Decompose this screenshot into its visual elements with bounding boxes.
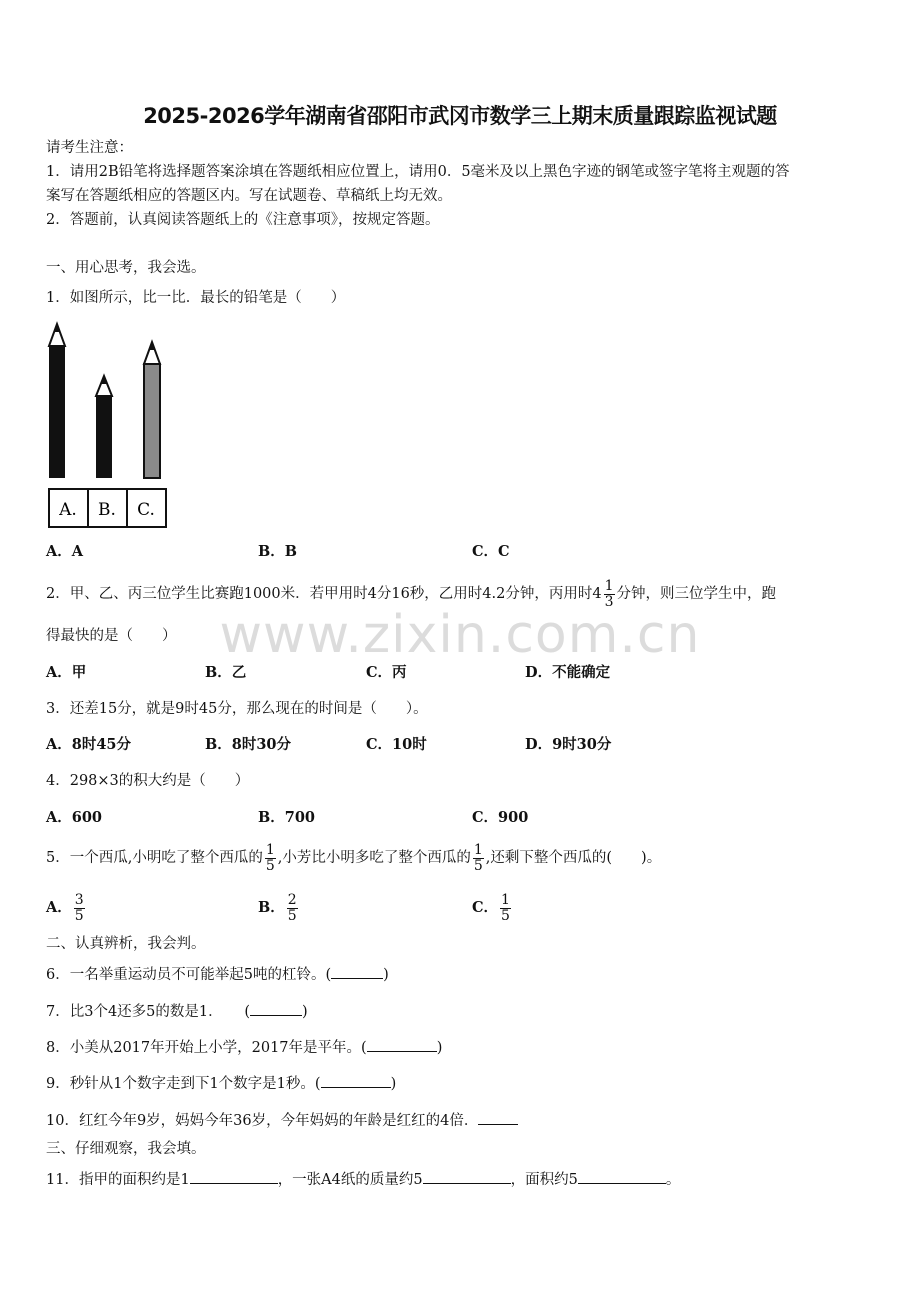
q11-text-1: 11．指甲的面积约是1 [46, 1172, 190, 1188]
q9-answer-blank[interactable] [321, 1073, 391, 1088]
q5-option-a-num: 3 [74, 891, 84, 908]
question-11 [46, 1169, 680, 1190]
question-5 [46, 838, 661, 878]
q4-option-b[interactable]: B．700 [258, 809, 316, 826]
question-1: 1．如图所示，比一比．最长的铅笔是（ ） [46, 290, 346, 306]
q10-answer-blank[interactable] [478, 1110, 518, 1125]
q5-option-a-fraction [74, 893, 85, 924]
q3-option-c[interactable]: C．10时 [366, 736, 427, 753]
pencil-c [144, 342, 160, 478]
q7-answer-blank[interactable] [250, 1001, 302, 1016]
q5-option-a[interactable] [46, 888, 87, 928]
q7-end: ) [302, 1004, 308, 1020]
q5-fraction-2-num: 1 [473, 841, 483, 858]
pencil-label-c: C. [137, 500, 155, 520]
q9-end: ) [390, 1076, 397, 1092]
q3-option-b[interactable]: B．8时30分 [205, 736, 292, 753]
q4-option-c[interactable]: C．900 [472, 809, 529, 826]
q5-option-a-label: A． [46, 899, 72, 916]
notice-line-1: 1．请用2B铅笔将选择题答案涂填在答题纸相应位置上，请用0．5毫米及以上黑色字迹的钢笔或签字笔将主观题的答 [46, 164, 790, 180]
q5-option-c-fraction [500, 893, 511, 924]
pencil-a [49, 324, 65, 478]
q5-option-a-den: 5 [74, 907, 84, 924]
q6-text: 6．一名举重运动员不可能举起5吨的杠铃。( [46, 967, 332, 983]
pencil-b [96, 376, 112, 478]
q5-text-1: 5．一个西瓜,小明吃了整个西瓜的 [46, 850, 263, 866]
section-3-heading: 三、仔细观察，我会填。 [46, 1141, 206, 1157]
q5-option-b[interactable] [258, 888, 300, 928]
q5-option-b-fraction [287, 893, 298, 924]
q5-fraction-2 [473, 843, 484, 874]
notice-heading: 请考生注意： [46, 140, 133, 156]
q6-end: ) [383, 967, 389, 983]
q1-option-c[interactable]: C．C [472, 543, 510, 560]
q5-option-c-num: 1 [501, 891, 510, 908]
watermark: www.zixin.com.cn [219, 605, 701, 665]
q2-fraction [604, 579, 615, 610]
q8-end: ) [436, 1040, 443, 1056]
question-3: 3．还差15分，就是9时45分，那么现在的时间是（ ）。 [46, 701, 428, 717]
q2-option-b[interactable]: B．乙 [205, 664, 247, 681]
q2-mixed-whole: 4 [592, 586, 602, 602]
q5-fraction-1-den: 5 [265, 857, 275, 874]
question-8 [46, 1037, 442, 1058]
q11-text-2: ，一张A4纸的质量约5 [277, 1172, 423, 1188]
q5-fraction-1 [265, 843, 276, 874]
q1-option-b[interactable]: B．B [258, 543, 298, 560]
question-7 [46, 1001, 308, 1022]
q11-text-3: ，面积约5 [510, 1172, 578, 1188]
notice-line-1b: 案写在答题纸相应的答题区内。写在试题卷、草稿纸上均无效。 [46, 188, 452, 204]
q11-text-4: 。 [665, 1172, 681, 1188]
q5-option-b-den: 5 [287, 907, 297, 924]
q2-option-c[interactable]: C．丙 [366, 664, 407, 681]
q10-text: 10．红红今年9岁，妈妈今年36岁，今年妈妈的年龄是红红的4倍． [46, 1113, 479, 1129]
q4-option-a[interactable]: A．600 [46, 809, 103, 826]
q5-fraction-2-den: 5 [473, 857, 483, 874]
q3-option-d[interactable]: D．9时30分 [525, 736, 612, 753]
q5-text-3: ,还剩下整个西瓜的( )。 [485, 850, 662, 866]
q8-answer-blank[interactable] [367, 1037, 437, 1052]
question-10 [46, 1110, 518, 1131]
q7-text: 7．比3个4还多5的数是1． ( [46, 1004, 251, 1020]
q5-option-c[interactable] [472, 888, 513, 928]
q5-option-b-num: 2 [287, 891, 297, 908]
question-4: 4．298×3的积大约是（ ） [46, 773, 250, 789]
q2-fraction-num: 1 [604, 577, 614, 594]
page-title: 2025-2026学年湖南省邵阳市武冈市数学三上期末质量跟踪监视试题 [143, 104, 777, 128]
notice-line-2: 2．答题前，认真阅读答题纸上的《注意事项》，按规定答题。 [46, 212, 440, 228]
q3-option-a[interactable]: A．8时45分 [46, 736, 132, 753]
q2-fraction-den: 3 [604, 593, 614, 610]
q1-option-a[interactable]: A．A [46, 543, 84, 560]
q5-option-c-den: 5 [501, 907, 510, 924]
q5-fraction-1-num: 1 [265, 841, 275, 858]
q6-answer-blank[interactable] [331, 964, 383, 979]
section-2-heading: 二、认真辨析，我会判。 [46, 936, 206, 952]
section-1-heading: 一、用心思考，我会选。 [46, 260, 206, 276]
q2-option-d[interactable]: D．不能确定 [525, 664, 611, 681]
pencil-label-b: B. [98, 500, 116, 520]
q2-text: 2．甲、乙、丙三位学生比赛跑1000米．若甲用时4分16秒，乙用时4.2分钟，丙用时 [46, 586, 593, 602]
pencils-figure [40, 318, 175, 533]
q8-text: 8．小美从2017年开始上小学，2017年是平年。( [46, 1040, 367, 1056]
question-6 [46, 964, 389, 985]
q11-blank-3[interactable] [578, 1169, 666, 1184]
pencil-label-a: A. [59, 500, 77, 520]
question-2-line-2: 得最快的是（ ） [46, 628, 177, 644]
q11-blank-2[interactable] [423, 1169, 511, 1184]
q2-option-a[interactable]: A．甲 [46, 664, 87, 681]
question-9 [46, 1073, 396, 1094]
q5-option-c-label: C． [472, 899, 499, 916]
question-2 [46, 574, 776, 614]
q5-text-2: ,小芳比小明多吃了整个西瓜的 [277, 850, 471, 866]
q5-option-b-label: B． [258, 899, 285, 916]
q2-text-end: 分钟，则三位学生中，跑 [616, 586, 777, 602]
q11-blank-1[interactable] [190, 1169, 278, 1184]
q9-text: 9．秒针从1个数字走到下1个数字是1秒。( [46, 1076, 321, 1092]
